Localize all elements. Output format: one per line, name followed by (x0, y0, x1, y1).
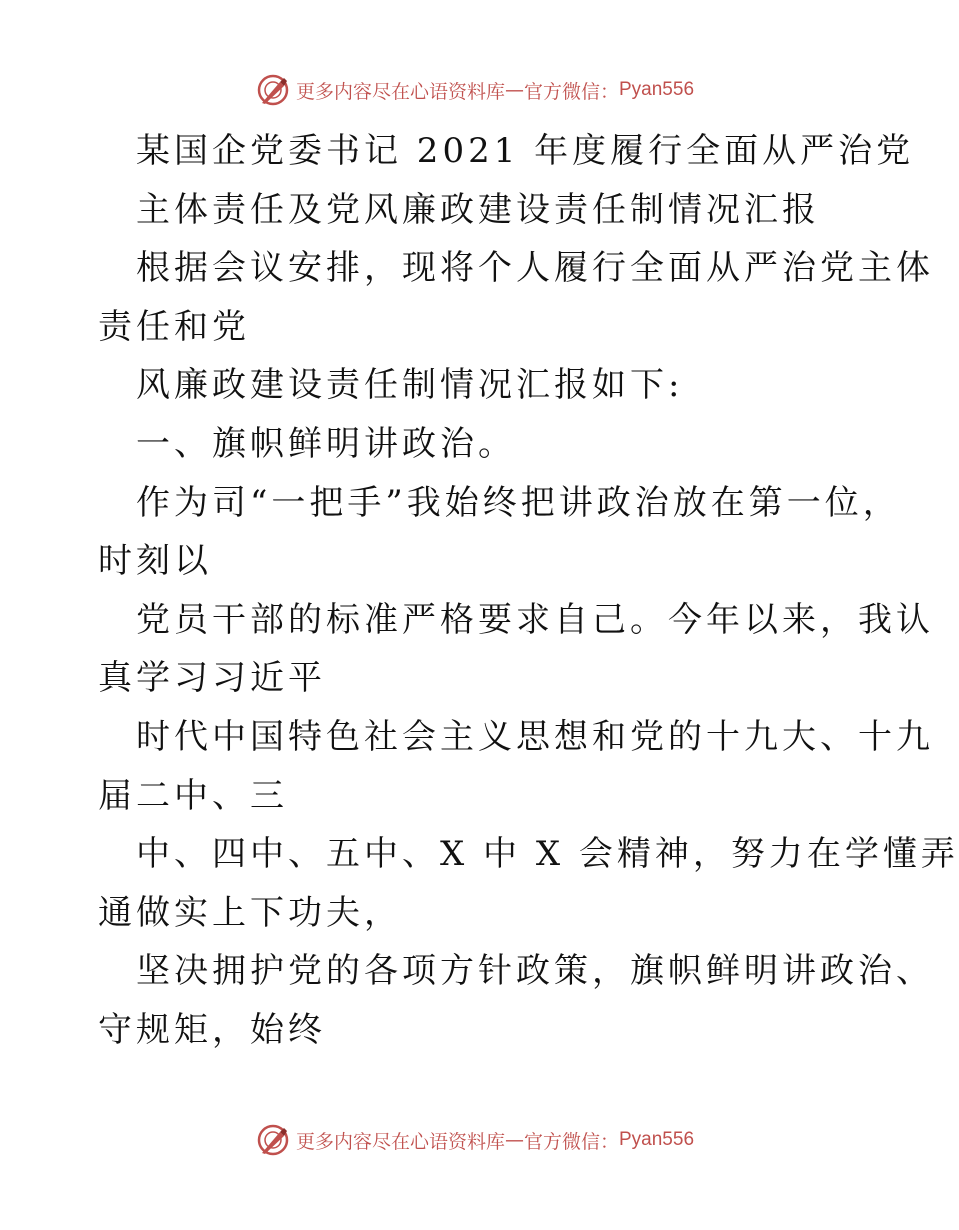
watermark-contact: 官方微信： (523, 1130, 619, 1153)
paragraph-line: 时刻以 (98, 541, 212, 582)
title-line-2: 主体责任及党风廉政建设责任制情况汇报 (136, 189, 820, 230)
paragraph-line: 时代中国特色社会主义思想和党的十九大、十九 (136, 716, 934, 757)
paragraph-line: 根据会议安排，现将个人履行全面从严治党主体 (136, 248, 934, 289)
footer-watermark (0, 1120, 950, 1160)
paragraph-line: 届二中、三 (98, 775, 288, 816)
watermark-handle: Pyan556 (619, 1129, 695, 1150)
pen-logo-icon (256, 73, 290, 107)
document-body (98, 122, 959, 1060)
header-watermark (0, 70, 950, 110)
paragraph-line: 守规矩，始终 (98, 1009, 326, 1050)
watermark-separator: — (504, 79, 524, 101)
paragraph-line: 风廉政建设责任制情况汇报如下: (136, 365, 684, 406)
pen-logo-icon (256, 1123, 290, 1157)
section-heading: 一、旗帜鲜明讲政治。 (136, 423, 516, 464)
watermark-text: 更多内容尽在心语资料库 (295, 1130, 505, 1153)
paragraph-line: 作为司“一把手”我始终把讲政治放在第一位， (136, 482, 901, 523)
paragraph-line: 中、四中、五中、X 中 X 会精神，努力在学懂弄 (136, 834, 959, 875)
watermark-text: 更多内容尽在心语资料库 (295, 80, 505, 103)
watermark-contact: 官方微信： (523, 80, 619, 103)
paragraph-line: 党员干部的标准严格要求自己。今年以来，我认 (136, 599, 934, 640)
paragraph-line: 通做实上下功夫， (98, 892, 402, 933)
watermark-separator: — (504, 1129, 524, 1151)
paragraph-line: 责任和党 (98, 306, 250, 347)
paragraph-line: 真学习习近平 (98, 658, 326, 699)
watermark-handle: Pyan556 (619, 79, 695, 100)
title-line-1: 某国企党委书记 2021 年度履行全面从严治党 (136, 131, 915, 171)
paragraph-line: 坚决拥护党的各项方针政策，旗帜鲜明讲政治、 (136, 951, 934, 992)
